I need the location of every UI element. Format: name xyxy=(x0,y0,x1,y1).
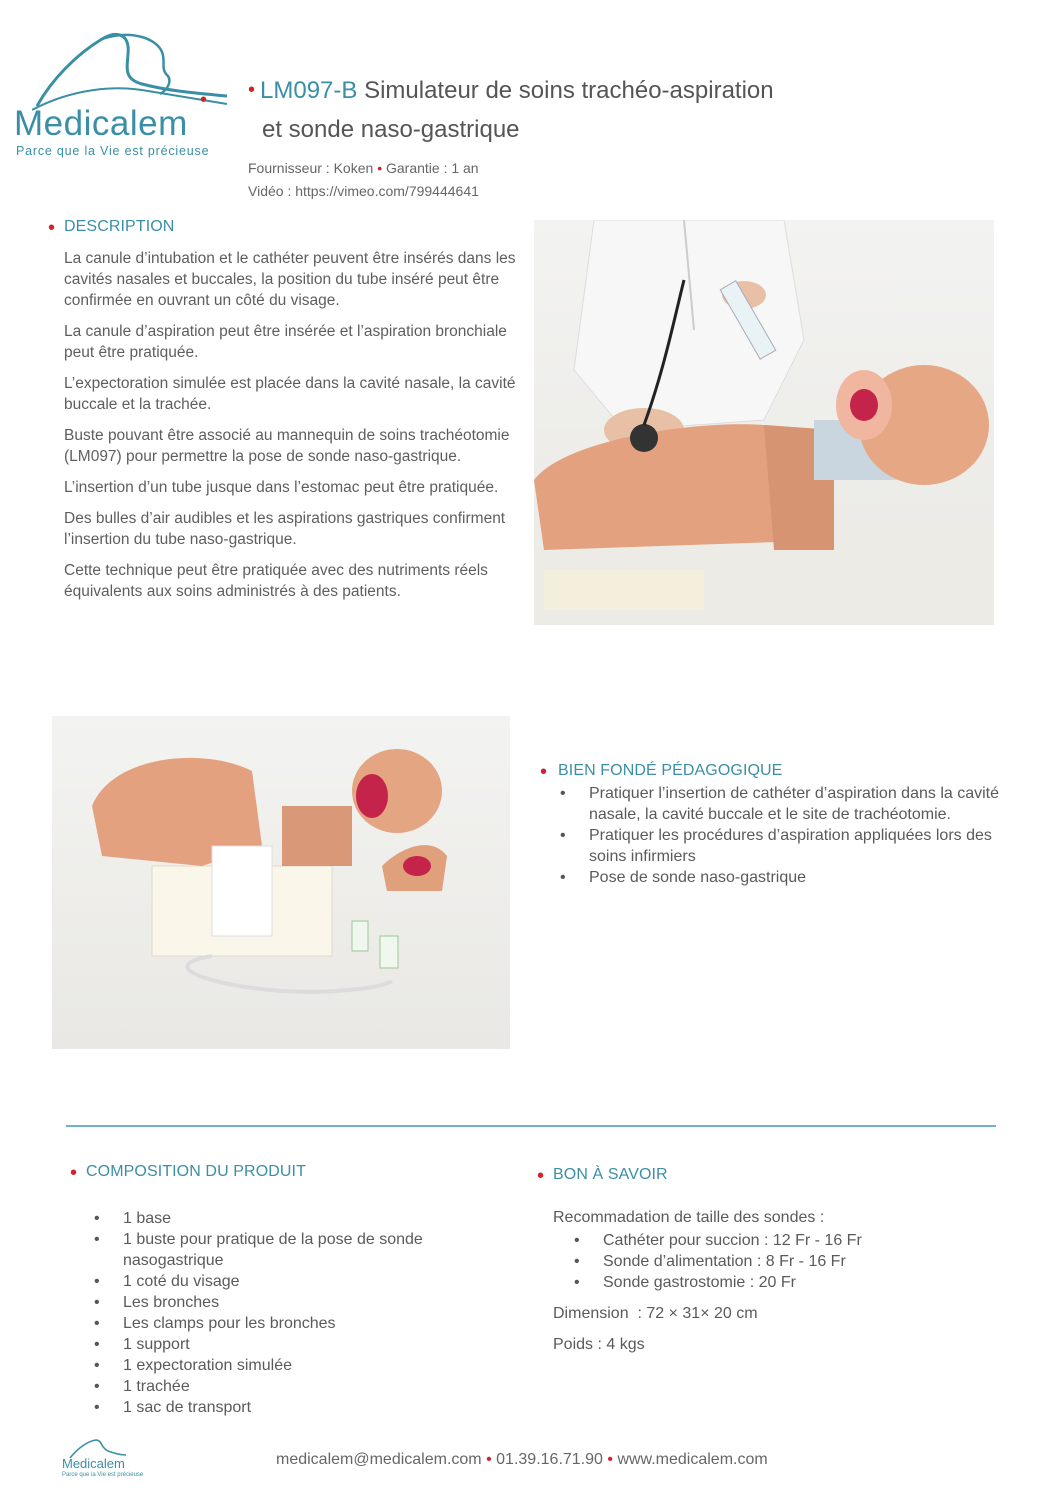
list-item: • 1 trachée xyxy=(123,1376,483,1397)
product-title-line2: et sonde naso-gastrique xyxy=(262,116,520,143)
list-item: • 1 buste pour pratique de la pose de sonde nasogastrique xyxy=(123,1229,483,1271)
list-item: • Cathéter pour succion : 12 Fr - 16 Fr xyxy=(603,1230,963,1251)
description-paragraph: L’insertion d’un tube jusque dans l’estomac peut être pratiquée. xyxy=(64,479,499,496)
description-body xyxy=(64,248,520,612)
section-divider xyxy=(66,1125,996,1127)
description-paragraph: Cette technique peut être pratiquée avec des nutriments réels équivalents aux soins administrés à des patients. xyxy=(64,562,488,600)
weight: Poids : 4 kgs xyxy=(553,1336,645,1353)
product-title-line1: Simulateur de soins trachéo-aspiration xyxy=(364,77,774,104)
list-item: • Sonde d’alimentation : 8 Fr - 16 Fr xyxy=(603,1251,963,1272)
warranty: Garantie : 1 an xyxy=(385,160,479,176)
list-item: • 1 support xyxy=(123,1334,483,1355)
description-paragraph: Buste pouvant être associé au mannequin de soins trachéotomie (LM097) pour permettre la pose de sonde naso-gastrique. xyxy=(64,427,510,465)
list-item: • 1 expectoration simulée xyxy=(123,1355,483,1376)
supplier-line xyxy=(248,160,479,176)
product-photo-doctor xyxy=(534,220,994,625)
list-item: • 1 sac de transport xyxy=(123,1397,483,1418)
separator-dot-icon: • xyxy=(377,160,383,176)
composition-list xyxy=(123,1208,483,1418)
probe-size-list xyxy=(603,1230,963,1293)
brand-logo xyxy=(14,24,234,158)
good-to-know-dot-icon: • xyxy=(537,1165,545,1187)
product-photo-components xyxy=(52,716,510,1049)
footer-website[interactable]: www.medicalem.com xyxy=(617,1451,768,1468)
good-to-know-title: BON À SAVOIR xyxy=(553,1166,668,1183)
brand-dot-icon: • xyxy=(200,89,208,111)
product-title xyxy=(260,76,774,106)
description-paragraph: La canule d’intubation et le cathéter peuvent être insérés dans les cavités nasales et buccales, la position du tube inséré peut être confirmée en ouvrant un côté du visage. xyxy=(64,250,516,309)
pedagogy-dot-icon: • xyxy=(540,761,548,783)
footer-dot-icon: • xyxy=(607,1451,613,1468)
video-link[interactable]: Vidéo : https://vimeo.com/799444641 xyxy=(248,183,479,199)
description-dot-icon: • xyxy=(48,217,56,239)
footer-brand-name: Medicalem xyxy=(62,1456,125,1471)
composition-title: COMPOSITION DU PRODUIT xyxy=(86,1163,306,1180)
list-item: • Les clamps pour les bronches xyxy=(123,1313,483,1334)
product-code: LM097-B xyxy=(260,77,358,104)
list-item: • Sonde gastrostomie : 20 Fr xyxy=(603,1272,963,1293)
doctor-mannequin-illustration xyxy=(534,220,994,625)
pedagogy-list xyxy=(589,783,1019,888)
footer-logo xyxy=(62,1438,142,1482)
footer-email[interactable]: medicalem@medicalem.com xyxy=(276,1451,482,1468)
footer-contact xyxy=(276,1451,768,1469)
description-paragraph: L’expectoration simulée est placée dans la cavité nasale, la cavité buccale et la trachée. xyxy=(64,375,516,413)
description-paragraph: Des bulles d’air audibles et les aspirations gastriques confirment l’insertion du tube naso-gastrique. xyxy=(64,510,506,548)
footer-dot-icon: • xyxy=(486,1451,492,1468)
dimension: Dimension : 72 × 31× 20 cm xyxy=(553,1305,758,1322)
list-item: • Pratiquer l’insertion de cathéter d’aspiration dans la cavité nasale, la cavité buccale et le site de trachéotomie. xyxy=(589,783,1019,825)
list-item: • Pratiquer les procédures d’aspiration appliquées lors des soins infirmiers xyxy=(589,825,1019,867)
title-dot-icon: • xyxy=(248,79,256,101)
list-item: • 1 coté du visage xyxy=(123,1271,483,1292)
description-paragraph: La canule d’aspiration peut être insérée et l’aspiration bronchiale peut être pratiquée. xyxy=(64,323,507,361)
supplier: Fournisseur : Koken xyxy=(248,160,374,176)
brand-name: Medicalem xyxy=(14,104,188,143)
components-illustration xyxy=(52,716,510,1049)
pedagogy-title: BIEN FONDÉ PÉDAGOGIQUE xyxy=(558,762,783,779)
list-item: • Pose de sonde naso-gastrique xyxy=(589,867,1019,888)
footer-phone[interactable]: 01.39.16.71.90 xyxy=(496,1451,603,1468)
footer-brand-tagline: Parce que la Vie est précieuse xyxy=(62,1472,144,1478)
brand-tagline: Parce que la Vie est précieuse xyxy=(16,144,210,158)
composition-dot-icon: • xyxy=(70,1162,78,1184)
probe-size-intro: Recommadation de taille des sondes : xyxy=(553,1209,825,1226)
description-title: DESCRIPTION xyxy=(64,218,175,235)
list-item: • 1 base xyxy=(123,1208,483,1229)
list-item: • Les bronches xyxy=(123,1292,483,1313)
